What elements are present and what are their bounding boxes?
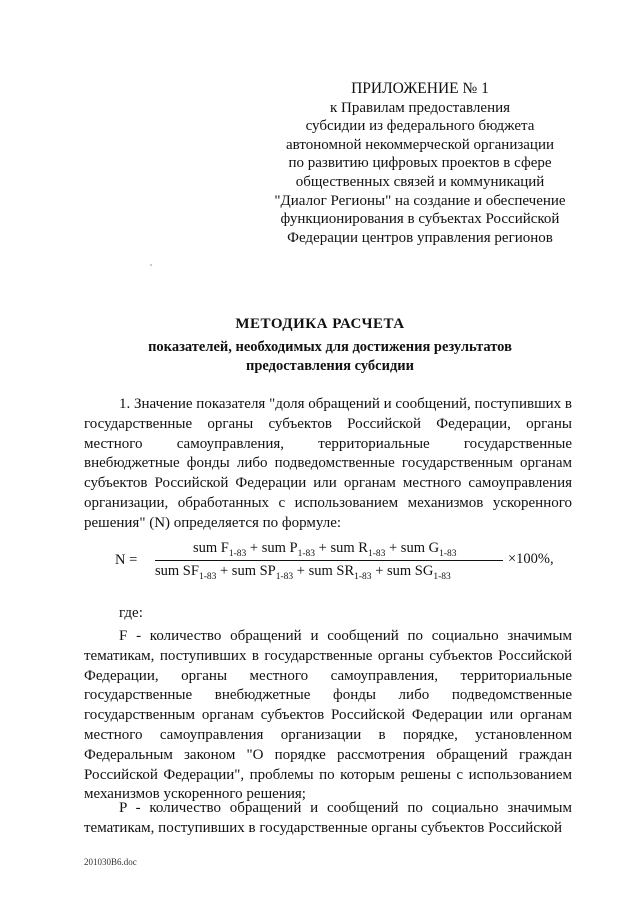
paragraph-indicator-definition: 1. Значение показателя "доля обращений и сообщений, поступивших в государственные органы субъектов Российской Федерации, органы местного самоуправления, территориальные государственные внебюджетные фонды либо подведомственные государственным органам субъектов Российской Федерации или органам местного самоуправления организации, обработанных с использованием механизмов ускоренного решения" (N) определяется по формуле: [84,396,572,531]
formula-subscript: 1-83 [198,571,217,582]
fraction-bar [155,560,503,561]
appendix-line: функционирования в субъектах Российской [280,211,560,228]
formula-denominator: sum $SF_{1-83}$ + sum $SP_{1-83}$ + sum $SR_{1-83}$ + sum $SG_{1-83}$ [155,563,451,582]
where-label: где: [119,605,143,621]
appendix-line: к Правилам предоставления [329,99,511,116]
paragraph-F-definition: F - количество обращений и сообщений по социально значимым тематикам, поступивших в государственные органы субъектов Российской Федерации, органы местного самоуправления, территориальные государственные внебюджетные фонды либо подведомственные государственным органам субъектов Российской Федерации или органам местного самоуправления организации в порядке, установленном Федеральным законом "О порядке рассмотрения обращений граждан Российской Федерации", проблемы по которым решены с использованием механизмов ускоренного решения; [84,628,572,803]
appendix-line: Федерации центров управления регионов [287,229,553,246]
methodology-subtitle [140,338,520,376]
formula-multiplier: ×100%, [508,551,554,567]
formula-term: sum $F_{1-83}$ [193,540,247,559]
formula-subscript: 1-83 [433,571,451,582]
formula-subscript: 1-83 [275,571,294,582]
formula-term: sum $SF_{1-83}$ [155,563,217,582]
formula-lhs: N = [115,552,138,568]
methodology-title: МЕТОДИКА РАСЧЕТА [235,316,405,332]
appendix-line: автономной некоммерческой организации [285,136,555,153]
appendix-line: "Диалог Регионы" на создание и обеспечение [274,192,566,209]
subtitle-line: показателей, необходимых для достижения результатов [148,339,512,355]
appendix-line: общественных связей и коммуникаций [295,173,545,190]
formula-term: sum $R_{1-83}$ [330,540,386,559]
formula-term: sum $SR_{1-83}$ [308,563,372,582]
paragraph-P-definition: P - количество обращений и сообщений по социально значимым тематикам, поступивших в государственные органы субъектов Российской [84,800,572,836]
appendix-line: субсидии из федерального бюджета [305,118,535,135]
formula-term: sum $SP_{1-83}$ [231,563,294,582]
formula-subscript: 1-83 [354,571,372,582]
formula-subscript: 1-83 [367,548,386,559]
formula-term: sum $G_{1-83}$ [400,540,457,559]
formula-term: sum $SG_{1-83}$ [387,563,451,582]
formula-numerator: sum $F_{1-83}$ + sum $P_{1-83}$ + sum $R_{1-83}$ + sum $G_{1-83}$ [193,540,457,559]
scan-speck [150,264,152,266]
formula-subscript: 1-83 [297,548,316,559]
subtitle-line: предоставления субсидии [245,358,414,374]
appendix-line: по развитию цифровых проектов в сфере [288,155,552,172]
appendix-title: ПРИЛОЖЕНИЕ № 1 [351,80,489,97]
formula [115,540,615,585]
formula-subscript: 1-83 [228,548,247,559]
formula-term: sum $P_{1-83}$ [261,540,316,559]
formula-subscript: 1-83 [439,548,457,559]
appendix-header [260,80,580,247]
file-name-footer: 201030B6.doc [84,857,137,867]
